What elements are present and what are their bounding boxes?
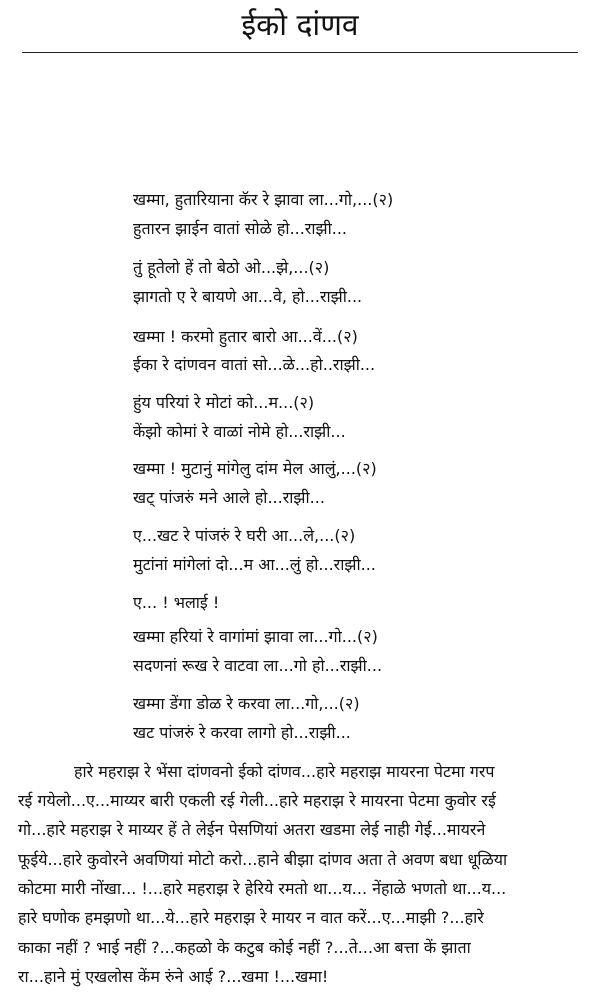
verse-line: खम्मा हरियां रे वागांमां झावा ला...गो...(२) <box>133 627 378 646</box>
prose-line: फूईये...हारे कुवोरने अवणियां मोटो करो...हाने बीझा दांणव अता ते अवण बधा धूळिया <box>18 850 508 869</box>
verse-line: हुतारन झाईन वातां सोळे हो...राझी... <box>133 219 348 238</box>
prose-line: रा...हाने मुं एखलोस केंम रुंने आई ?...खमा !...खमा! <box>18 967 329 986</box>
verse-line: खम्मा डेंगा डोळ रे करवा ला...गो,...(२) <box>133 694 360 713</box>
prose-line: काका नहीं ? भाई नहीं ?...कहळो के कटुब कोई नहीं ?...ते...आ बत्ता कें झाता <box>18 938 471 957</box>
prose-line: हारे घणोक हमझणो था...ये...हारे महराझ रे मायर न वात करें...ए...माझी ?...हारे <box>18 908 484 927</box>
verse-line: ए...खट रे पांजरुं रे घरी आ...ले,...(२) <box>133 526 356 545</box>
prose-line: हारे महराझ रे भेंसा दांणवनो ईको दांणव...हारे महराझ मायरना पेटमा गरप <box>74 762 495 781</box>
prose-line: रई गयेलो...ए...माय्यर बारी एकली रई गेली...हारे महराझ रे मायरना पेटमा कुवोर रई <box>18 791 496 810</box>
verse-line: सदणनां रूख रे वाटवा ला...गो हो...राझी... <box>133 656 383 675</box>
prose-line: कोटमा मारी नोंखा... !...हारे महराझ रे हेरिये रमतो था...य... नेंहाळे भणतो था...य... <box>18 879 507 898</box>
prose-line: गो...हारे महराझ रे माय्यर हें ते लेईन पेसणियां अतरा खडमा लेई नाही गेई...मायरने <box>18 820 486 839</box>
verse-line: खट पांजरुं रे करवा लागो हो...राझी... <box>133 723 351 742</box>
verse-line: खम्मा ! करमो हुतार बारो आ...वें...(२) <box>133 327 358 346</box>
verse-line: खट् पांजरुं मने आले हो...राझी... <box>133 488 325 507</box>
page-title: ईको दांणव <box>241 8 359 43</box>
verse-line: मुटांनां मांगेलां दो...म आ...लुं हो...राझी... <box>133 555 376 574</box>
title-divider <box>22 52 578 53</box>
verse-line: झागतो ए रे बायणे आ...वे, हो...राझी... <box>133 287 363 306</box>
verse-line: केंझो कोमां रे वाळां नोमे हो...राझी... <box>133 422 346 441</box>
verse-line: तुं हूतेलो हें तो बेठो ओ...झे,...(२) <box>133 258 330 277</box>
verse-line: खम्मा, हुतारियाना कॅर रे झावा ला...गो,...(२) <box>133 190 394 209</box>
verse-line: हुंय परियां रे मोटां को...म...(२) <box>133 393 315 412</box>
verse-line: ए... ! भलाई ! <box>133 593 220 612</box>
verse-line: खम्मा ! मुटानुं मांगेलु दांम मेल आलुं,...(२) <box>133 459 377 478</box>
verse-line: ईका रे दांणवन वातां सो...ळे...हो..राझी... <box>133 355 376 374</box>
